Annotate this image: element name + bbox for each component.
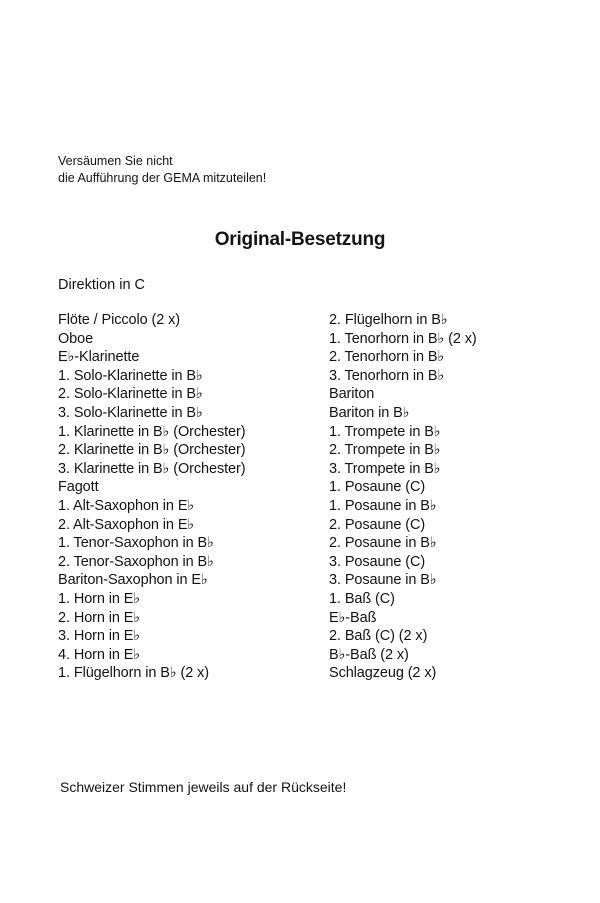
instrument-item: 2. Tenorhorn in B♭ (329, 349, 445, 366)
instrument-item: 1. Horn in E♭ (58, 590, 141, 607)
gema-notice-line-2: die Aufführung der GEMA mitzuteilen! (58, 171, 267, 185)
instrument-list-right (329, 311, 477, 683)
instrument-item: Schlagzeug (2 x) (329, 665, 437, 682)
instrument-list-left (58, 311, 245, 683)
instrument-item: 3. Posaune (C) (329, 553, 426, 570)
instrument-item: 1. Klarinette in B♭ (Orchester) (58, 423, 246, 440)
gema-notice-line-1: Versäumen Sie nicht (58, 154, 173, 168)
instrument-item: Bariton (329, 386, 375, 403)
instrument-item: 1. Solo-Klarinette in B♭ (58, 367, 203, 384)
instrument-item: 1. Posaune in B♭ (329, 497, 437, 514)
direktion-label: Direktion in C (58, 277, 146, 293)
instrument-item: 3. Tenorhorn in B♭ (329, 367, 445, 384)
instrument-item: 2. Posaune in B♭ (329, 535, 437, 552)
instrument-item: 1. Alt-Saxophon in E♭ (58, 497, 195, 514)
instrument-item: 3. Trompete in B♭ (329, 460, 441, 477)
instrument-item: Flöte / Piccolo (2 x) (58, 312, 180, 328)
instrument-item: 1. Baß (C) (329, 590, 395, 607)
instrument-item: 2. Posaune (C) (329, 516, 426, 533)
instrument-item: 1. Tenor-Saxophon in B♭ (58, 535, 214, 552)
instrument-item: 3. Horn in E♭ (58, 628, 141, 645)
instrument-item: 4. Horn in E♭ (58, 646, 141, 663)
instrument-item: 2. Solo-Klarinette in B♭ (58, 386, 203, 403)
page-title: Original-Besetzung (214, 229, 386, 250)
instrument-item: 1. Trompete in B♭ (329, 423, 441, 440)
instrument-item: 1. Tenorhorn in B♭ (2 x) (329, 330, 477, 347)
footer-note: Schweizer Stimmen jeweils auf der Rückseite! (60, 779, 347, 795)
instrument-item: Oboe (58, 330, 94, 347)
gema-notice (58, 153, 266, 187)
instrument-item: 3. Solo-Klarinette in B♭ (58, 404, 203, 421)
instrument-item: 2. Klarinette in B♭ (Orchester) (58, 442, 246, 459)
instrument-item: E♭-Baß (329, 609, 377, 626)
instrument-item: 2. Flügelhorn in B♭ (329, 312, 448, 328)
instrument-item: E♭-Klarinette (58, 349, 140, 366)
instrument-item: 2. Horn in E♭ (58, 609, 141, 626)
instrument-item: 2. Tenor-Saxophon in B♭ (58, 553, 214, 570)
instrument-item: Bariton-Saxophon in E♭ (58, 572, 208, 589)
instrument-item: 3. Klarinette in B♭ (Orchester) (58, 460, 246, 477)
instrument-item: 2. Baß (C) (2 x) (329, 628, 428, 645)
instrument-item: 1. Flügelhorn in B♭ (2 x) (58, 665, 210, 682)
instrument-item: 2. Alt-Saxophon in E♭ (58, 516, 195, 533)
instrument-item: 3. Posaune in B♭ (329, 572, 437, 589)
instrument-item: Fagott (58, 479, 99, 496)
instrument-item: 2. Trompete in B♭ (329, 442, 441, 459)
instrument-item: 1. Posaune (C) (329, 479, 426, 496)
instrument-item: Bariton in B♭ (329, 404, 410, 421)
instrument-item: B♭-Baß (2 x) (329, 646, 409, 663)
